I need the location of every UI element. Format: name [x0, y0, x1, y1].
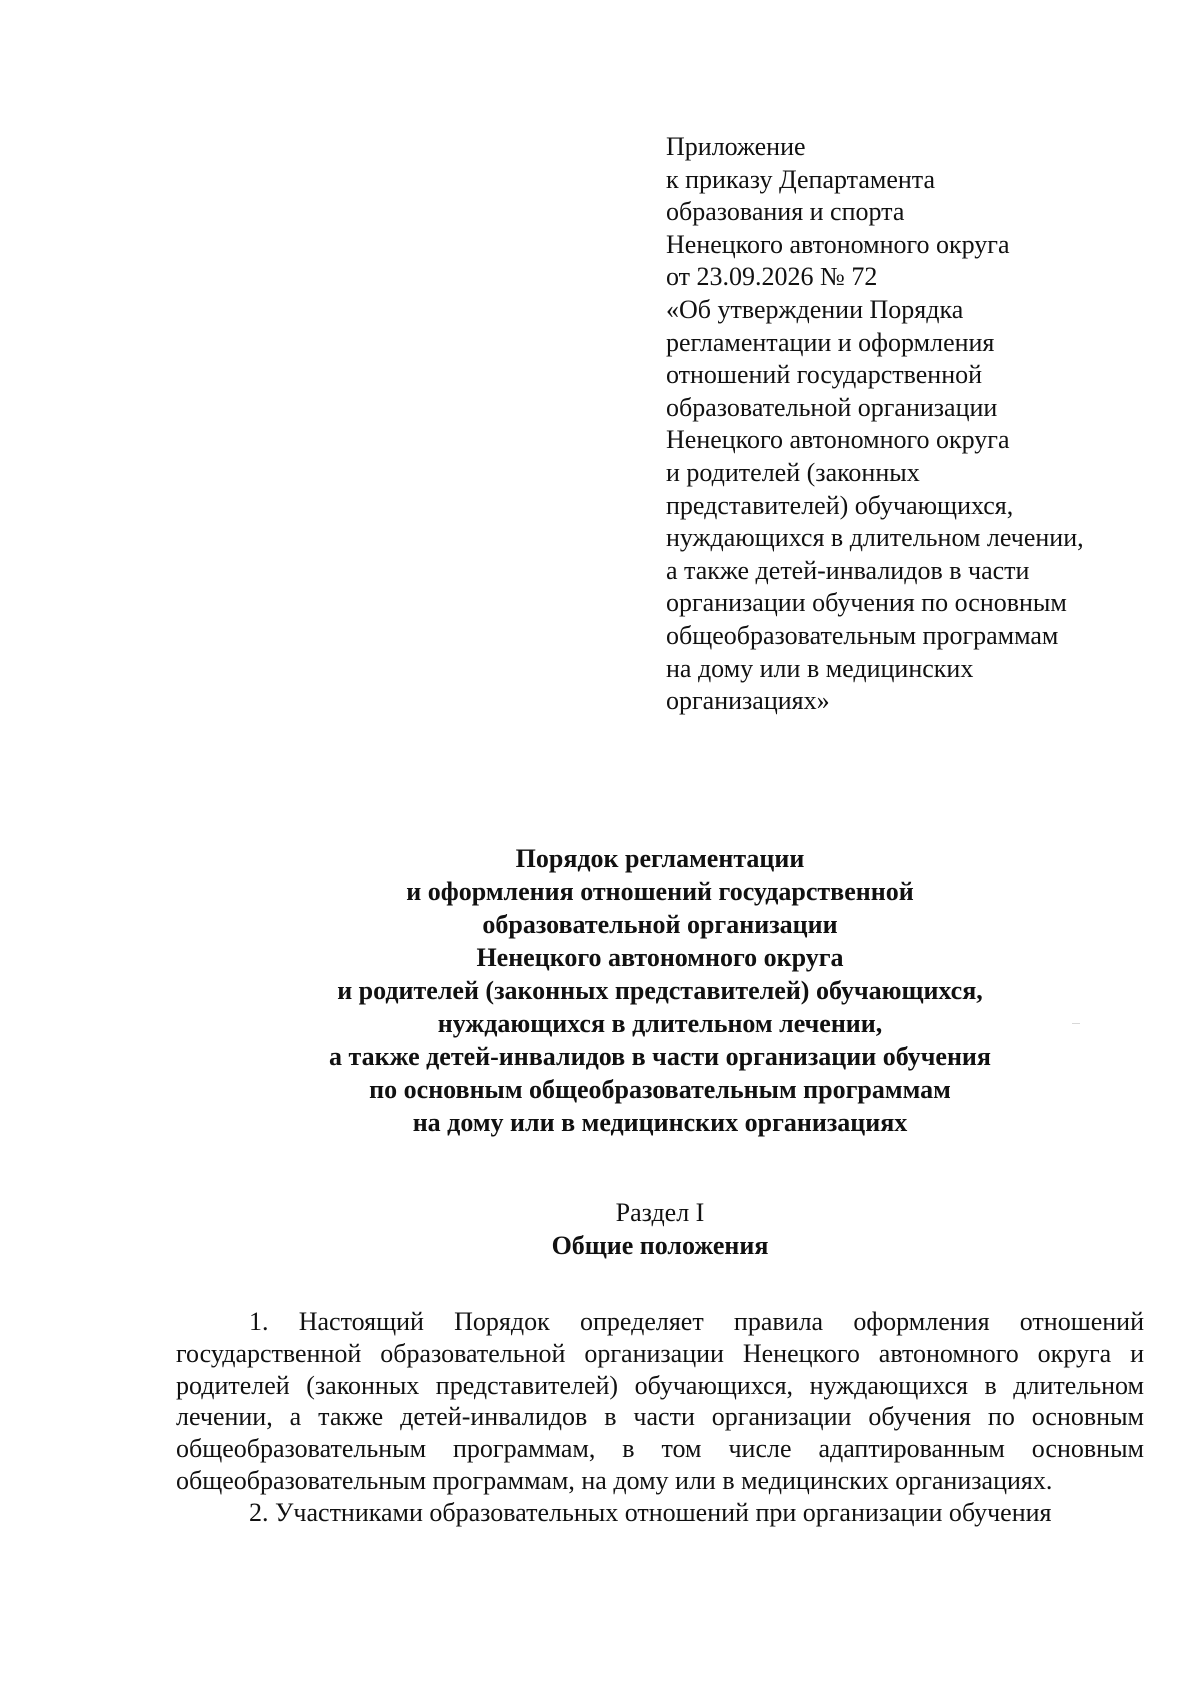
section-heading: Общие положения: [551, 1231, 769, 1260]
appendix-line: к приказу Департамента: [666, 164, 936, 194]
paragraph-number: 1.: [249, 1307, 269, 1336]
appendix-line: на дому или в медицинских: [666, 653, 974, 683]
appendix-line: Приложение: [666, 132, 806, 161]
appendix-line: общеобразовательным программам: [666, 620, 1059, 650]
paragraph-number: 2.: [249, 1497, 269, 1527]
title-line: на дому или в медицинских организациях: [412, 1108, 908, 1137]
section-header: [100, 1196, 1200, 1262]
appendix-date-number: от 23.09.2026 № 72: [666, 262, 878, 292]
section-label: Раздел I: [615, 1198, 705, 1227]
document-title: [100, 842, 1200, 1139]
title-line: образовательной организации: [482, 910, 838, 939]
appendix-line: организации обучения по основным: [666, 588, 1067, 618]
title-line: Порядок регламентации: [515, 844, 805, 873]
appendix-block: [666, 131, 1146, 718]
appendix-line: представителей) обучающихся,: [666, 490, 1014, 520]
paragraph: [176, 1306, 1144, 1497]
title-line: и оформления отношений государственной: [406, 877, 914, 906]
scan-artifact: [1072, 1023, 1080, 1024]
appendix-line: Ненецкого автономного округа: [666, 425, 1010, 455]
title-line: и родителей (законных представителей) обучающихся,: [337, 976, 983, 1005]
appendix-line: нуждающихся в длительном лечении,: [666, 523, 1084, 553]
title-line: нуждающихся в длительном лечении,: [437, 1009, 883, 1038]
appendix-line: и родителей (законных: [666, 457, 920, 487]
paragraph-text: Участниками образовательных отношений при организации обучения: [275, 1497, 1052, 1527]
title-line: Ненецкого автономного округа: [476, 943, 844, 972]
document-body: [176, 1306, 1144, 1529]
appendix-line: Ненецкого автономного округа: [666, 229, 1010, 259]
appendix-line: образования и спорта: [666, 197, 905, 227]
paragraph-text: Настоящий Порядок определяет правила оформления отношений государственной образовательной организации Ненецкого автономного округа и родителей (законных представителей) обучающихся, нуждающихся в длительном лечении, а также детей-инвалидов в части организации обучения по основным общеобразовательным программам, в том числе адаптированным основным общеобразовательным программам, на дому или в медицинских организациях.: [176, 1307, 1144, 1495]
appendix-line: организациях»: [666, 686, 830, 716]
paragraph: [176, 1497, 1144, 1529]
title-line: а также детей-инвалидов в части организации обучения: [329, 1042, 991, 1071]
appendix-line: а также детей-инвалидов в части: [666, 555, 1030, 585]
appendix-line: регламентации и оформления: [666, 327, 995, 357]
appendix-line: отношений государственной: [666, 360, 983, 390]
title-line: по основным общеобразовательным программам: [369, 1075, 951, 1104]
appendix-line: образовательной организации: [666, 392, 998, 422]
appendix-line: «Об утверждении Порядка: [666, 294, 964, 324]
